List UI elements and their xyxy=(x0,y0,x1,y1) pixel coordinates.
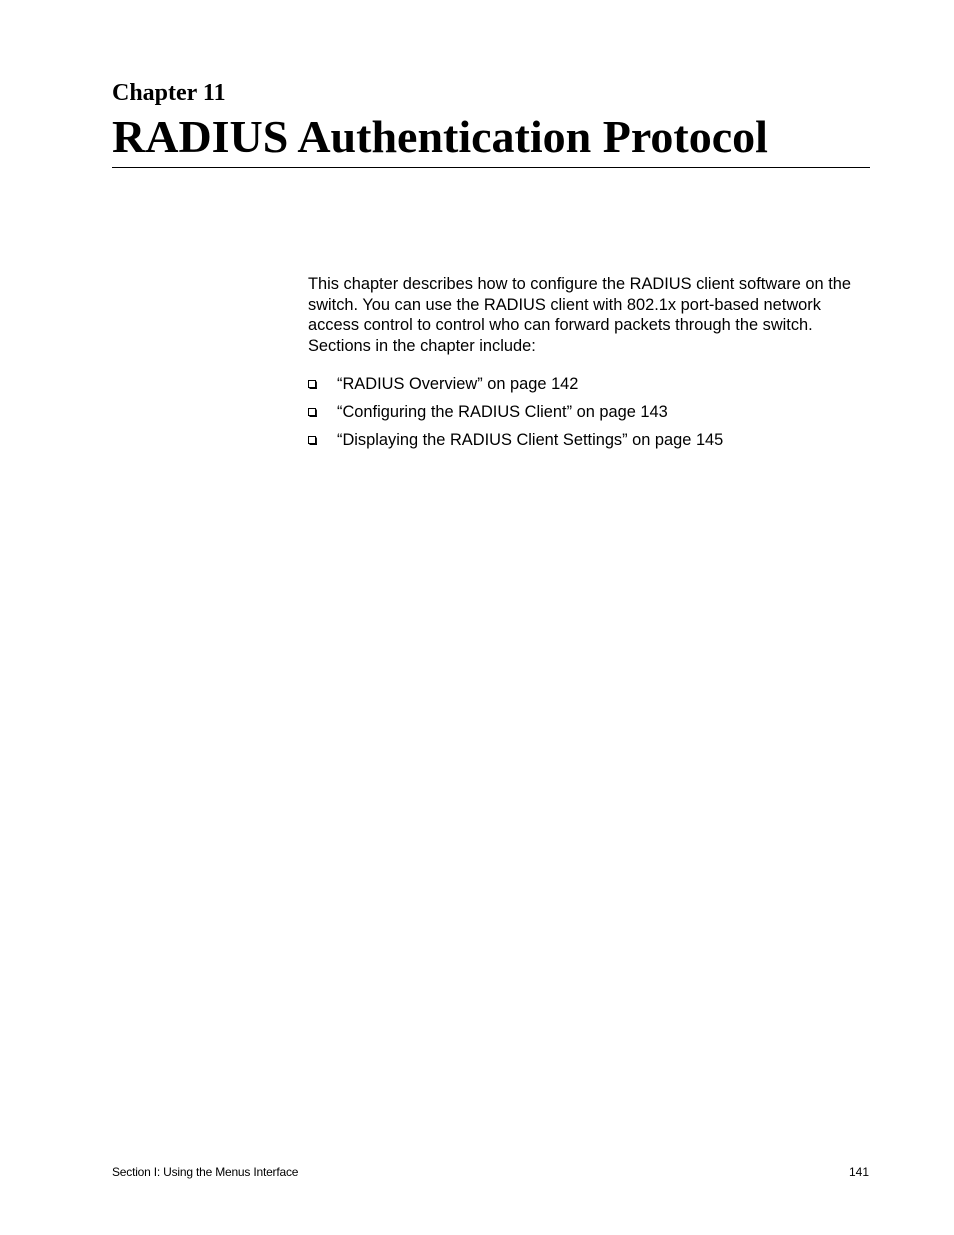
footer-section-text: Section I: Using the Menus Interface xyxy=(112,1165,299,1179)
list-item-label: “Displaying the RADIUS Client Settings” on page 145 xyxy=(337,431,724,449)
chapter-label: Chapter 11 xyxy=(112,80,226,106)
section-list xyxy=(308,373,723,457)
checkbox-bullet-icon xyxy=(308,380,317,389)
footer-page-number: 141 xyxy=(848,1165,869,1179)
list-item-label: “RADIUS Overview” on page 142 xyxy=(337,375,579,393)
intro-paragraph: This chapter describes how to configure the RADIUS client software on the switch. You can use the RADIUS client with 802.1x port-based network access control to control who can forward packets through the switch. Sections in the chapter include: xyxy=(308,275,851,356)
list-item[interactable] xyxy=(308,401,723,429)
list-item[interactable] xyxy=(308,429,723,457)
checkbox-bullet-icon xyxy=(308,408,317,417)
list-item[interactable] xyxy=(308,373,723,401)
list-item-label: “Configuring the RADIUS Client” on page 143 xyxy=(337,403,668,421)
checkbox-bullet-icon xyxy=(308,436,317,445)
page-title: RADIUS Authentication Protocol xyxy=(112,111,768,162)
title-divider xyxy=(112,167,870,168)
